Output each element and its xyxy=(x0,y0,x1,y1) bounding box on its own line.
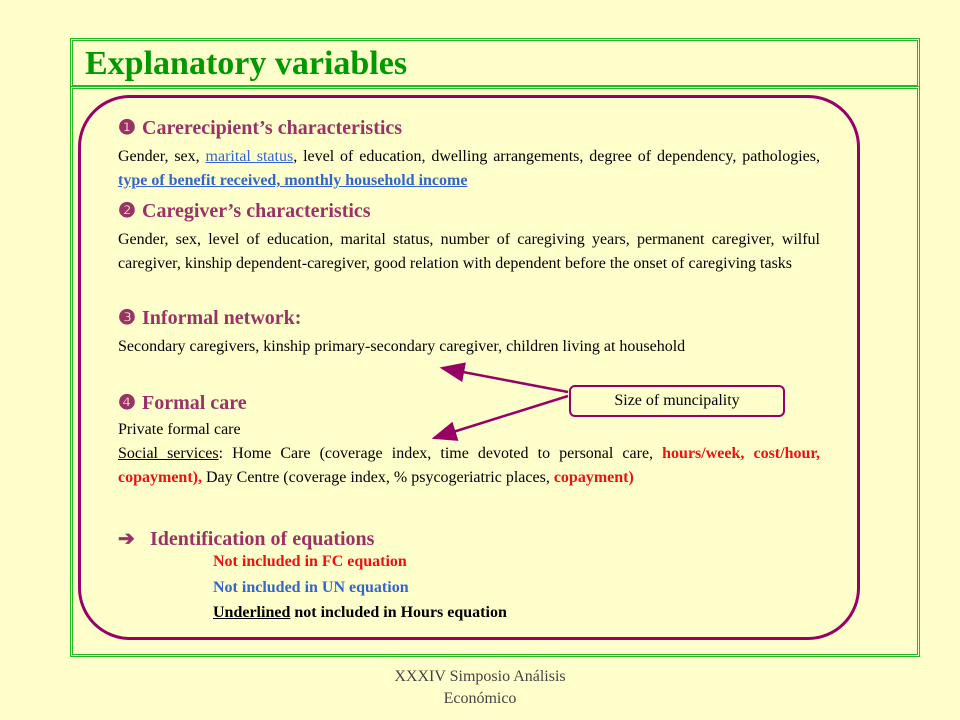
legend-un xyxy=(213,579,409,597)
section-heading-text: Formal care xyxy=(142,392,247,414)
text-segment: Day Centre (coverage index, % psycogeriatric places, xyxy=(201,469,554,486)
section-heading-text: Carerecipient’s characteristics xyxy=(142,117,403,139)
text-segment: Gender, sex, xyxy=(118,148,206,165)
footer-line-2: Económico xyxy=(443,690,517,707)
arrow-right-icon: ➔ xyxy=(118,528,135,550)
identification-heading xyxy=(118,526,374,551)
text-segment: Private formal care xyxy=(118,421,241,438)
section-heading-caregiver xyxy=(118,198,371,223)
section-heading-text: Caregiver’s characteristics xyxy=(142,200,371,222)
footer-line-1: XXXIV Simposio Análisis xyxy=(394,668,566,685)
number-four-icon: ❹ xyxy=(118,392,136,414)
section-body-informal-network xyxy=(118,335,820,359)
legend-segment: Not included in UN equation xyxy=(213,579,409,596)
legend-hours xyxy=(213,604,507,622)
text-segment: marital status xyxy=(205,148,294,165)
section-heading-informal-network xyxy=(118,305,301,330)
slide-title: Explanatory variables xyxy=(85,45,408,82)
section-heading-carerecipient xyxy=(118,115,402,140)
text-segment: copayment) xyxy=(553,469,634,486)
number-one-icon: ❶ xyxy=(118,117,136,139)
section-heading-text: Informal network: xyxy=(142,307,302,329)
legend-fc xyxy=(213,553,407,571)
section-body-carerecipient xyxy=(118,145,820,193)
formal-care-private xyxy=(118,418,820,442)
size-of-municipality-box: Size of muncipality xyxy=(569,385,785,417)
text-segment: Secondary caregivers, kinship primary-secondary caregiver, children living at household xyxy=(118,338,686,355)
text-segment: hours/week, cost/hour, copayment), xyxy=(118,445,820,486)
legend-segment: not included in Hours equation xyxy=(290,604,507,621)
section-heading-formal-care xyxy=(118,390,247,415)
text-segment: , level of education, dwelling arrangements, degree of dependency, pathologies, xyxy=(293,148,820,165)
legend-segment: Underlined xyxy=(213,604,291,621)
formal-care-social-services xyxy=(118,442,820,490)
number-three-icon: ❸ xyxy=(118,307,136,329)
text-segment: : Home Care (coverage index, time devoted to personal care, xyxy=(218,445,663,462)
text-segment: Social services xyxy=(118,445,219,462)
footer xyxy=(330,666,630,710)
title-box xyxy=(70,38,920,88)
number-two-icon: ❷ xyxy=(118,200,136,222)
text-segment: type of benefit received, monthly household income xyxy=(118,172,468,189)
identification-heading-text: Identification of equations xyxy=(150,528,375,550)
text-segment: Gender, sex, level of education, marital status, number of caregiving years, permanent caregiver, wilful caregiver, kinship dependent-caregiver, good relation with dependent before the onset of caregiving tasks xyxy=(118,231,820,272)
section-body-caregiver xyxy=(118,228,820,276)
legend-segment: Not included in FC equation xyxy=(213,553,407,570)
